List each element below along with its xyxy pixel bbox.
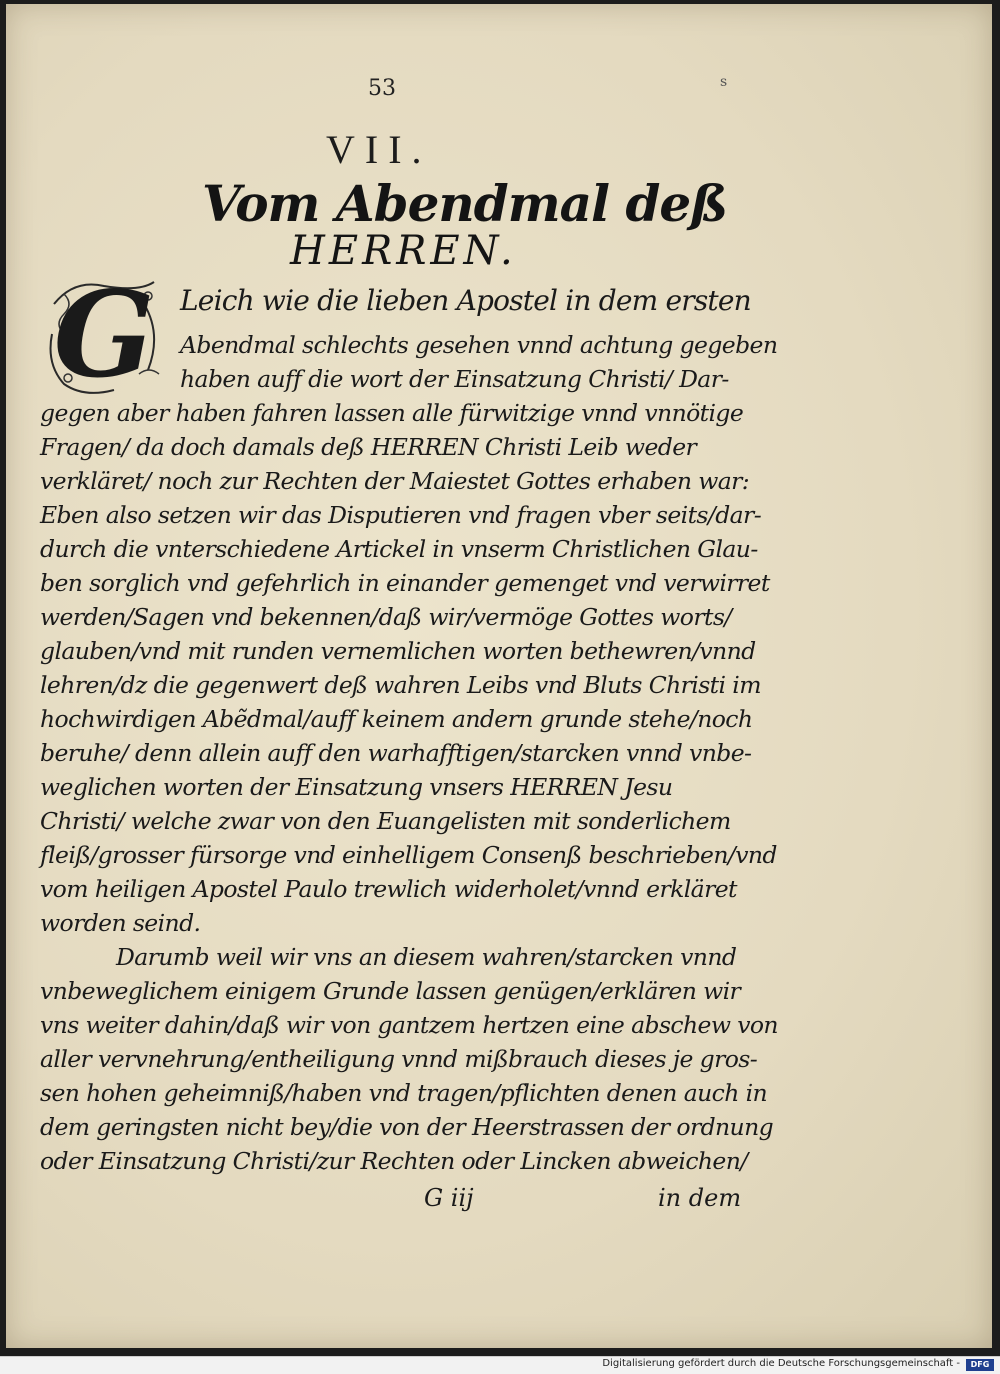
corner-mark: s <box>720 74 728 90</box>
text-line: sen hohen geheimniß/haben vnd tragen/pflichten denen auch in <box>40 1079 768 1107</box>
text-line: beruhe/ denn allein auff den warhafftigen/starcken vnnd vnbe- <box>40 739 752 767</box>
text-line: gegen aber haben fahren lassen alle fürwitzige vnnd vnnötige <box>40 399 744 427</box>
drop-cap-initial: G <box>53 265 155 404</box>
text-line: Abendmal schlechts gesehen vnnd achtung gegeben <box>180 331 778 359</box>
text-line: glauben/vnd mit runden vernemlichen worten bethewren/vnnd <box>40 637 756 665</box>
chapter-title-line1: Vom Abendmal deß <box>202 174 728 233</box>
footer-bar <box>0 1356 1000 1374</box>
text-line: Leich wie die lieben Apostel in dem ersten <box>180 284 751 317</box>
text-line: haben auff die wort der Einsatzung Christi/ Dar- <box>180 365 729 393</box>
text-line: dem geringsten nicht bey/die von der Heerstrassen der ordnung <box>40 1113 774 1141</box>
page-number: 53 <box>368 76 396 101</box>
text-line: Eben also setzen wir das Disputieren vnd fragen vber seits/dar- <box>40 501 762 529</box>
chapter-number: VII. <box>326 127 432 172</box>
text-line: ben sorglich vnd gefehrlich in einander gemenget vnd verwirret <box>40 569 770 597</box>
funding-credit: Digitalisierung gefördert durch die Deutsche Forschungsgemeinschaft - <box>602 1358 960 1369</box>
text-line: werden/Sagen vnd bekennen/daß wir/vermöge Gottes worts/ <box>40 603 732 631</box>
text-line: oder Einsatzung Christi/zur Rechten oder Lincken abweichen/ <box>40 1147 748 1175</box>
text-line: vom heiligen Apostel Paulo trewlich widerholet/vnnd erkläret <box>40 875 737 903</box>
chapter-title-line2: HERREN. <box>290 228 517 274</box>
text-line: vnbeweglichem einigem Grunde lassen genügen/erklären wir <box>40 977 741 1005</box>
text-line: worden seind. <box>40 909 201 937</box>
text-line: aller vervnehrung/entheiligung vnnd mißbrauch dieses je gros- <box>40 1045 758 1073</box>
text-line: Christi/ welche zwar von den Euangelisten mit sonderlichem <box>40 807 731 835</box>
signature-mark: G iij <box>424 1184 474 1212</box>
text-line: vns weiter dahin/daß wir von gantzem hertzen eine abschew von <box>40 1011 778 1039</box>
dfg-logo: DFG <box>966 1359 994 1371</box>
text-line: lehren/dz die gegenwert deß wahren Leibs vnd Bluts Christi im <box>40 671 761 699</box>
text-line: fleiß/grosser fürsorge vnd einhelligem Consenß beschrieben/vnd <box>40 841 777 869</box>
text-line: weglichen worten der Einsatzung vnsers HERREN Jesu <box>40 773 673 801</box>
text-line: durch die vnterschiedene Artickel in vnserm Christlichen Glau- <box>40 535 758 563</box>
book-page <box>6 4 992 1348</box>
text-line: verkläret/ noch zur Rechten der Maiestet Gottes erhaben war: <box>40 467 750 495</box>
text-line: Darumb weil wir vns an diesem wahren/starcken vnnd <box>116 943 737 971</box>
catchword: in dem <box>658 1184 742 1212</box>
text-line: hochwirdigen Abẽdmal/auff keinem andern grunde stehe/noch <box>40 705 753 733</box>
text-line: Fragen/ da doch damals deß HERREN Christi Leib weder <box>40 433 697 461</box>
